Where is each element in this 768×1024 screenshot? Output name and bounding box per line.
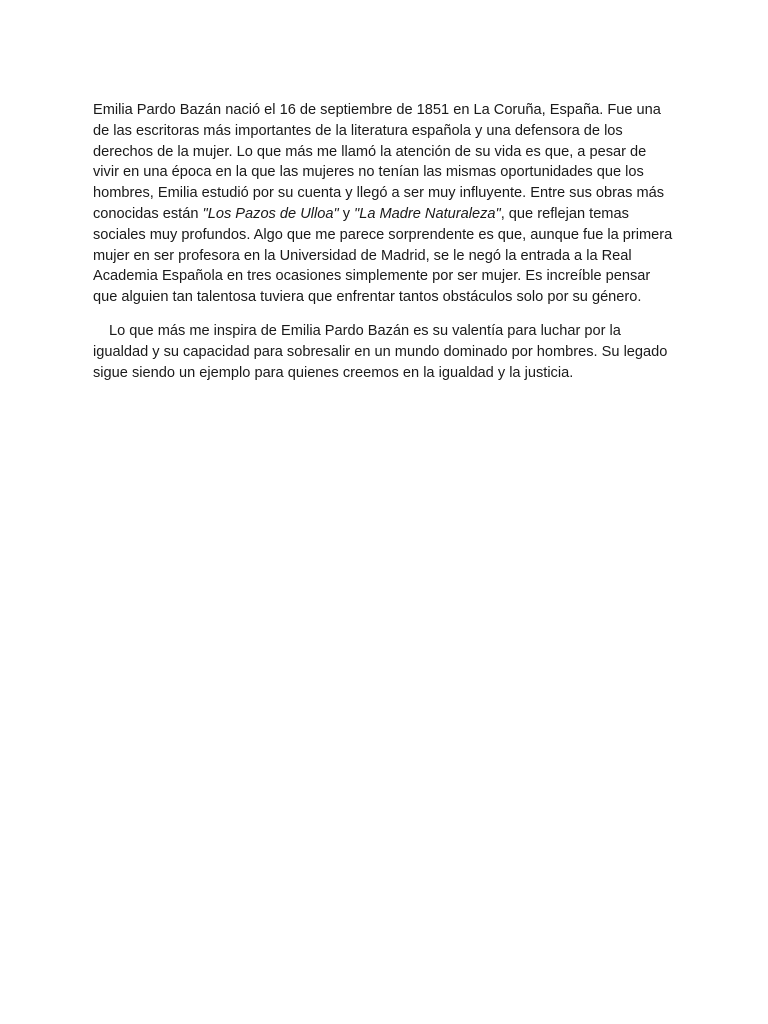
document-body: [93, 100, 675, 383]
paragraph-biography-text-end: , que reflejan temas sociales muy profundos. Algo que me parece sorprendente es que, aunque fue la primera mujer en ser profesora en la Universidad de Madrid, se le negó la entrada a la Real Academia Española en tres ocasiones simplemente por ser mujer. Es increíble pensar que alguien tan talentosa tuviera que enfrentar tantos obstáculos solo por su género.: [93, 205, 673, 306]
paragraph-biography-text-start: Emilia Pardo Bazán nació el 16 de septiembre de 1851 en La Coruña, España. Fue una de las escritoras más importantes de la literatura española y una defensora de los derechos de la mujer. Lo que más me llamó la atención de su vida es que, a pesar de vivir en una época en la que las mujeres no tenían las mismas oportunidades que los hombres, Emilia estudió por su cuenta y llegó a ser muy influyente. Entre sus obras más conocidas están: [93, 102, 665, 222]
paragraph-inspiration: Lo que más me inspira de Emilia Pardo Bazán es su valentía para luchar por la igualdad y su capacidad para sobresalir en un mundo dominado por hombres. Su legado sigue siendo un ejemplo para quienes creemos en la igualdad y la justicia.: [93, 322, 668, 381]
work-title-los-pazos-de-ulloa: "Los Pazos de Ulloa": [202, 205, 339, 222]
work-title-la-madre-naturaleza: "La Madre Naturaleza": [354, 205, 501, 222]
paragraph-biography-connector: y: [338, 205, 355, 222]
paragraph-biography: [93, 100, 675, 308]
